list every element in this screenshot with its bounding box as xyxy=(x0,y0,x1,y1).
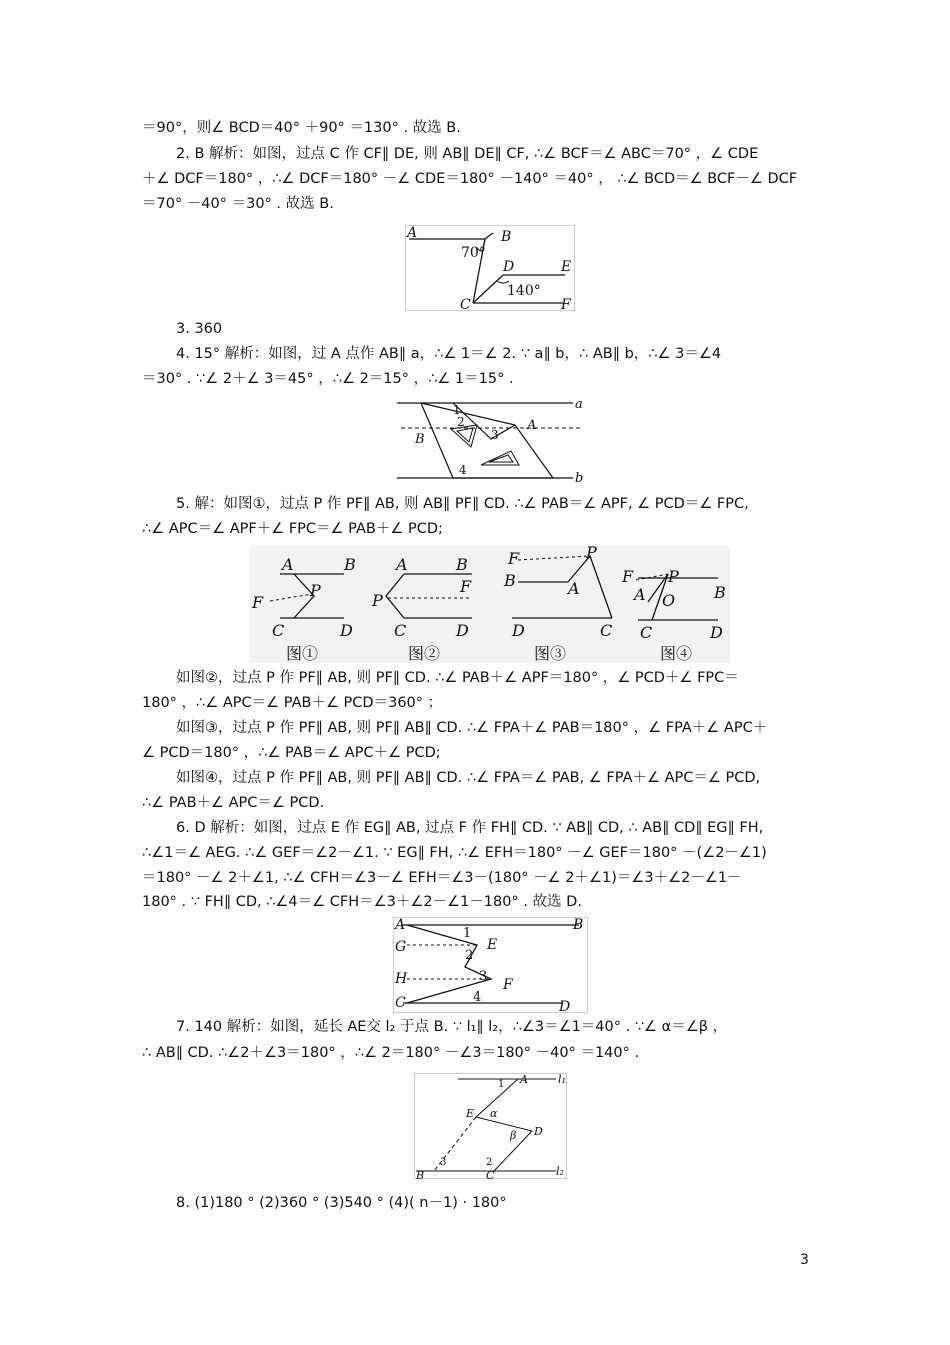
label-f: F xyxy=(561,297,571,311)
p1-label-f: F xyxy=(252,593,264,612)
p1-caption: 图① xyxy=(286,644,319,663)
label-d: D xyxy=(559,999,571,1013)
p3-label-a: A xyxy=(568,579,580,598)
label-c: C xyxy=(460,297,471,311)
p1-label-d: D xyxy=(340,621,353,640)
label-2: 2 xyxy=(457,415,465,429)
label-1: 1 xyxy=(463,926,472,941)
label-d: D xyxy=(534,1125,543,1138)
figure-4 xyxy=(393,917,588,1013)
angle-label: 140° xyxy=(507,283,541,299)
label-l2: l₂ xyxy=(556,1165,564,1178)
label-l1: l₁ xyxy=(558,1073,566,1086)
label-a: a xyxy=(575,399,583,412)
label-point-b: B xyxy=(415,432,425,447)
figure-1 xyxy=(405,225,575,311)
p4-label-a: A xyxy=(634,585,646,604)
text-line: 7. 140 解析：如图，延长 AE交 l₂ 于点 B. ∵ l₁∥ l₂，∴∠3＝∠1＝40° . ∵∠ α＝∠β ， xyxy=(176,1019,728,1035)
p2-label-c: C xyxy=(394,621,407,640)
text-line: 180° ，∴∠ APC＝∠ PAB＋∠ PCD＝360° ； xyxy=(142,695,443,711)
label-b: B xyxy=(501,229,512,245)
text-line: 如图③，过点 P 作 PF∥ AB, 则 PF∥ AB∥ CD. ∴∠ FPA＋∠ PAB＝180° ，∠ FPA＋∠ APC＋ xyxy=(176,720,768,736)
p2-label-b: B xyxy=(456,555,468,574)
p2-label-a: A xyxy=(396,555,408,574)
page-number: 3 xyxy=(800,1252,809,1268)
label-e: E xyxy=(561,259,572,275)
p4-label-b: B xyxy=(714,583,726,602)
label-4: 4 xyxy=(473,990,482,1005)
text-line: ∴ AB∥ CD. ∴∠2＋∠3＝180° ，∴∠ 2＝180° －∠3＝180° －40° ＝140° . xyxy=(142,1045,640,1061)
text-line: ＝180° －∠ 2＋∠1, ∴∠ CFH＝∠3－∠ EFH＝∠3－(180° －∠ 2＋∠1)＝∠3＋∠2－∠1－ xyxy=(142,870,742,886)
p4-label-d: D xyxy=(710,623,723,642)
p1-label-c: C xyxy=(272,621,285,640)
label-2: 2 xyxy=(486,1157,493,1168)
p1-label-b: B xyxy=(344,555,356,574)
text-line: 6. D 解析：如图，过点 E 作 EG∥ AB, 过点 F 作 FH∥ CD. ∵ AB∥ CD, ∴ AB∥ CD∥ EG∥ FH, xyxy=(176,820,764,836)
text-line: 8. (1)180 ° (2)360 ° (3)540 ° (4)( n－1) · 180° xyxy=(176,1195,507,1211)
p3-label-c: C xyxy=(600,621,613,640)
figure-5 xyxy=(414,1073,567,1179)
label-e: E xyxy=(487,937,498,953)
p1-label-p: P xyxy=(310,581,321,600)
label-b: B xyxy=(416,1169,425,1179)
label-f: F xyxy=(503,977,513,993)
text-line: 如图④，过点 P 作 PF∥ AB, 则 PF∥ AB∥ CD. ∴∠ FPA＝∠ PAB, ∠ FPA＋∠ APC＝∠ PCD, xyxy=(176,770,761,786)
label-1: 1 xyxy=(498,1079,505,1090)
label-1: 1 xyxy=(453,403,461,417)
label-g: G xyxy=(395,939,407,955)
text-line: 4. 15° 解析：如图，过 A 点作 AB∥ a，∴∠ 1＝∠ 2. ∵ a∥ b，∴ AB∥ b，∴∠ 3＝∠4 xyxy=(176,346,722,362)
label-a: A xyxy=(407,225,418,241)
label-b: B xyxy=(573,917,584,933)
angle-label: 70° xyxy=(461,245,486,261)
label-c: C xyxy=(486,1169,495,1179)
label-4: 4 xyxy=(459,463,467,477)
text-line: ＝70° －40° ＝30° . 故选 B. xyxy=(142,196,334,212)
p3-label-f: F xyxy=(508,549,520,568)
label-a: A xyxy=(520,1073,528,1086)
label-3: 3 xyxy=(491,428,499,442)
text-line: 5. 解：如图①，过点 P 作 PF∥ AB, 则 AB∥ PF∥ CD. ∴∠ PAB＝∠ APF, ∠ PCD＝∠ FPC, xyxy=(176,496,749,512)
text-line: 如图②，过点 P 作 PF∥ AB, 则 PF∥ CD. ∴∠ PAB＋∠ APF＝180° ，∠ PCD＋∠ FPC＝ xyxy=(176,670,739,686)
label-beta: β xyxy=(510,1129,517,1142)
label-d: D xyxy=(503,259,515,275)
text-line: ∴∠1＝∠ AEG. ∴∠ GEF＝∠2－∠1. ∵ EG∥ FH, ∴∠ EFH＝180° －∠ GEF＝180° －(∠2－∠1) xyxy=(142,845,767,861)
label-3: 3 xyxy=(479,969,488,984)
text-line: 3. 360 xyxy=(176,321,223,337)
label-h: H xyxy=(395,971,408,987)
text-line: 180° . ∵ FH∥ CD, ∴∠4＝∠ CFH＝∠3＋∠2－∠1－180° . 故选 D. xyxy=(142,894,582,910)
p4-label-f: F xyxy=(622,567,634,586)
figure-2 xyxy=(393,399,588,482)
p1-label-a: A xyxy=(282,555,294,574)
p4-label-c: C xyxy=(640,623,653,642)
figure-3 xyxy=(250,546,730,663)
p4-label-p: P xyxy=(668,567,679,586)
text-line: ∠ PCD＝180° ，∴∠ PAB＝∠ APC＋∠ PCD; xyxy=(142,745,441,761)
text-line: ＝30° . ∵∠ 2＋∠ 3＝45° ，∴∠ 2＝15° ，∴∠ 1＝15° . xyxy=(142,371,514,387)
text-line: ∴∠ PAB＋∠ APC＝∠ PCD. xyxy=(142,795,325,811)
p3-label-b: B xyxy=(504,571,516,590)
label-point-a: A xyxy=(527,418,537,433)
label-e: E xyxy=(466,1107,475,1120)
text-line: ＋∠ DCF＝180° ，∴∠ DCF＝180° －∠ CDE＝180° －140° ＝40° ， ∴∠ BCD＝∠ BCF－∠ DCF xyxy=(142,171,798,187)
p3-caption: 图③ xyxy=(534,644,567,663)
p2-caption: 图② xyxy=(408,644,441,663)
label-a: A xyxy=(395,917,406,933)
text-line: ＝90°，则∠ BCD＝40° ＋90° ＝130° . 故选 B. xyxy=(142,120,461,136)
label-3: 3 xyxy=(440,1157,447,1168)
p4-label-o: O xyxy=(662,591,676,610)
p2-label-p: P xyxy=(372,591,383,610)
p3-label-d: D xyxy=(512,621,525,640)
text-line: 2. B 解析：如图，过点 C 作 CF∥ DE, 则 AB∥ DE∥ CF, ∴∠ BCF＝∠ ABC＝70° ，∠ CDE xyxy=(176,146,759,162)
label-2: 2 xyxy=(465,948,474,963)
text-line: ∴∠ APC＝∠ APF＋∠ FPC＝∠ PAB＋∠ PCD; xyxy=(142,521,443,537)
label-b: b xyxy=(575,471,584,482)
p2-label-f: F xyxy=(460,577,472,596)
p2-label-d: D xyxy=(456,621,469,640)
label-alpha: α xyxy=(490,1107,498,1120)
p4-caption: 图④ xyxy=(660,644,693,663)
p3-label-p: P xyxy=(586,546,597,562)
label-c: C xyxy=(395,995,406,1011)
